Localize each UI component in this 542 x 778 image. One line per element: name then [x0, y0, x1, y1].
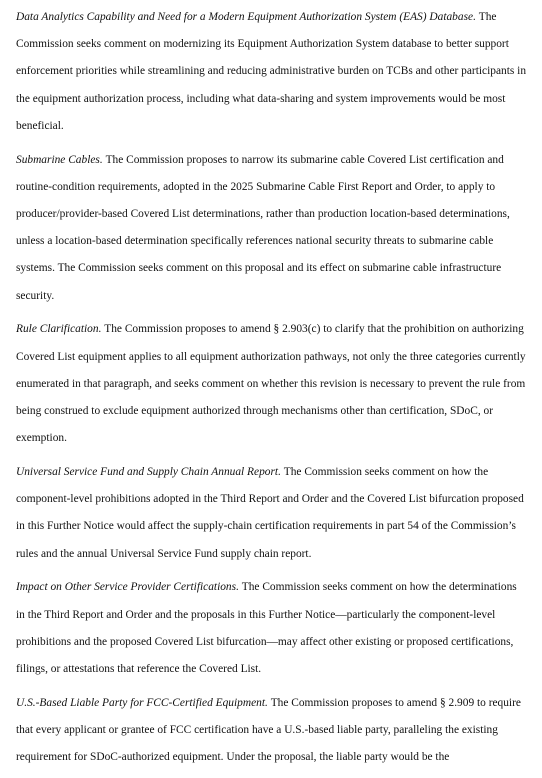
heading-separator: .	[98, 323, 105, 336]
paragraph-text: The Commission proposes to narrow its submarine cable Covered List certification and routine-condition requirements, adopted in the 2025 Submarine Cable First Report and Order, to apply to producer/provider-based Covered List determinations, rather than production location-based determinations, unless a location-based determination specifically references national security threats to submarine cable systems. The Commission seeks comment on this proposal and its effect on submarine cable infrastructure security.	[16, 153, 510, 302]
paragraph-liable-party	[16, 690, 528, 772]
paragraph-other-certifications	[16, 574, 528, 683]
paragraph-heading: Impact on Other Service Provider Certifications	[16, 581, 237, 594]
paragraph-heading: Data Analytics Capability and Need for a Modern Equipment Authorization System (EAS) Database	[16, 11, 474, 23]
paragraph-text: The Commission proposes to amend § 2.903(c) to clarify that the prohibition on authorizing Covered List equipment applies to all equipment authorization pathways, not only the three categories currently enumerated in that paragraph, and seeks comment on whether this revision is necessary to prevent the rule from being construed to exclude equipment authorized through mechanisms other than certification, SDoC, or exemption.	[16, 323, 526, 445]
heading-separator: .	[278, 466, 284, 479]
paragraph-usf-supply-chain	[16, 459, 528, 568]
paragraph-rule-clarification	[16, 316, 528, 452]
heading-separator: .	[236, 581, 242, 594]
paragraph-heading: U.S.-Based Liable Party for FCC-Certified Equipment	[16, 696, 265, 709]
paragraph-heading: Rule Clarification	[16, 323, 99, 336]
paragraph-heading: Universal Service Fund and Supply Chain Annual Report	[16, 466, 279, 479]
heading-separator: .	[265, 696, 271, 709]
heading-separator: .	[99, 153, 106, 166]
paragraph-text: The Commission seeks comment on modernizing its Equipment Authorization System database to better support enforcement priorities while streamlining and reducing administrative burden on TCBs and other participants in the equipment authorization process, including what data-sharing and system improvements would be most beneficial.	[16, 11, 527, 132]
paragraph-submarine-cables	[16, 147, 528, 310]
paragraph-text: The Commission seeks comment on how the determinations in the Third Report and Order and the proposals in this Further Notice—particularly the component-level prohibitions and the proposed Covered List bifurcation—may affect other existing or proposed certifications, filings, or attestations that reference the Covered List.	[16, 581, 517, 676]
paragraph-eas-database	[16, 4, 528, 140]
heading-separator: .	[473, 11, 479, 23]
paragraph-heading: Submarine Cables	[16, 153, 100, 166]
paragraph-text: The Commission seeks comment on how the component-level prohibitions adopted in the Third Report and Order and the Covered List bifurcation proposed in this Further Notice would affect the supply-chain certification requirements in part 54 of the Commission’s rules and the annual Universal Service Fund supply chain report.	[16, 466, 524, 560]
paragraph-text: The Commission proposes to amend § 2.909 to require that every applicant or grantee of FCC certification have a U.S.-based liable party, paralleling the existing requirement for SDoC-authorized equipment. Under the proposal, the liable party would be the	[16, 696, 521, 764]
document-page	[16, 4, 528, 778]
